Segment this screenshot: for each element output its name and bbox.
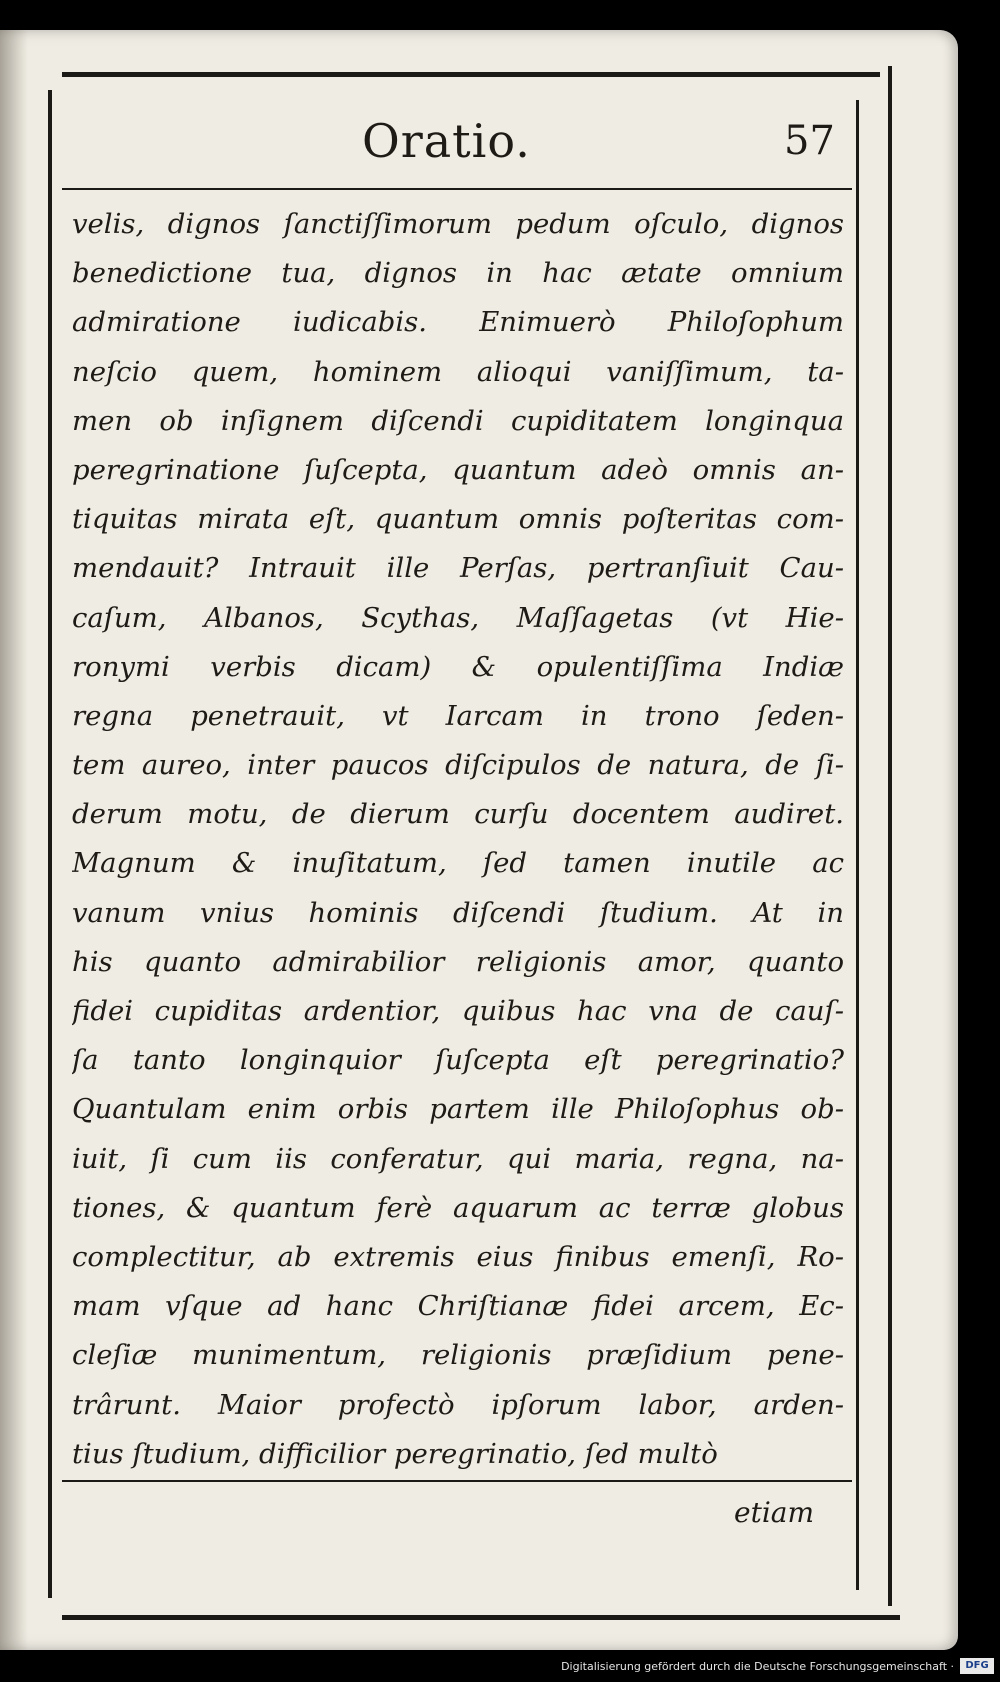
gutter-shadow (0, 30, 28, 1650)
text-line: men ob inſignem diſcendi cupiditatem longinqua (72, 404, 844, 437)
frame-rule-inner-right (856, 100, 859, 1590)
frame-rule-right (888, 66, 892, 1606)
text-line: benedictione tua, dignos in hac ætate omnium (72, 257, 844, 290)
text-line: neſcio quem, hominem alioqui vaniſſimum, ta- (72, 355, 844, 388)
text-line: regna penetrauit, vt Iarcam in trono ſeden- (72, 699, 844, 732)
text-line: tiones, & quantum ferè aquarum ac terræ globus (72, 1191, 844, 1224)
text-line: vanum vnius hominis diſcendi ſtudium. At in (72, 896, 844, 929)
text-line: cleſiæ munimentum, religionis præſidium pene- (72, 1339, 844, 1372)
text-line: mendauit? Intrauit ille Perſas, pertranſiuit Cau- (72, 552, 844, 585)
text-line: fidei cupiditas ardentior, quibus hac vna de cauſ- (72, 995, 844, 1027)
text-line: caſum, Albanos, Scythas, Maſſagetas (vt Hie- (72, 601, 844, 634)
text-line: mam vſque ad hanc Chriſtianæ fidei arcem, Ec- (72, 1290, 844, 1323)
text-line: his quanto admirabilior religionis amor, quanto (72, 945, 844, 978)
header-rule (62, 188, 852, 190)
text-line: ronymi verbis dicam) & opulentiſſima Indiæ (72, 650, 844, 683)
text-line: derum motu, de dierum curſu docentem audiret. (72, 798, 844, 831)
funding-credit: Digitalisierung gefördert durch die Deutsche Forschungsgemeinschaft · (561, 1660, 954, 1673)
text-line: complectitur, ab extremis eius finibus emenſi, Ro- (72, 1240, 844, 1273)
frame-rule-top (62, 72, 880, 77)
text-line: admiratione iudicabis. Enimuerò Philoſophum (72, 306, 844, 339)
frame-rule-bottom (62, 1615, 900, 1620)
text-line: velis, dignos ſanctiſſimorum pedum oſculo, dignos (72, 208, 844, 240)
text-line: tem aureo, inter paucos diſcipulos de natura, de ſi- (72, 749, 844, 782)
frame-rule-left (48, 90, 52, 1598)
dfg-logo[interactable]: DFG (960, 1658, 994, 1674)
book-page (0, 30, 958, 1650)
text-line: ſa tanto longinquior ſuſcepta eſt peregrinatio? (72, 1044, 844, 1077)
running-title: Oratio. (362, 114, 531, 168)
text-line: iuit, ſi cum iis conferatur, qui maria, regna, na- (72, 1142, 844, 1175)
text-line: trârunt. Maior profectò ipſorum labor, arden- (72, 1388, 844, 1421)
text-line: Quantulam enim orbis partem ille Philoſophus ob- (72, 1093, 844, 1126)
catchword: etiam (734, 1496, 815, 1529)
text-line: tiquitas mirata eſt, quantum omnis poſteritas com- (72, 503, 844, 536)
text-line: Magnum & inuſitatum, ſed tamen inutile ac (72, 847, 844, 880)
footer-rule (62, 1480, 852, 1482)
body-text (72, 200, 844, 1479)
text-line: tius ſtudium, difficilior peregrinatio, ſed multò (72, 1437, 718, 1470)
text-line: peregrinatione ſuſcepta, quantum adeò omnis an- (72, 453, 844, 486)
page-number: 57 (784, 118, 835, 164)
footer-bar (0, 1652, 1000, 1682)
